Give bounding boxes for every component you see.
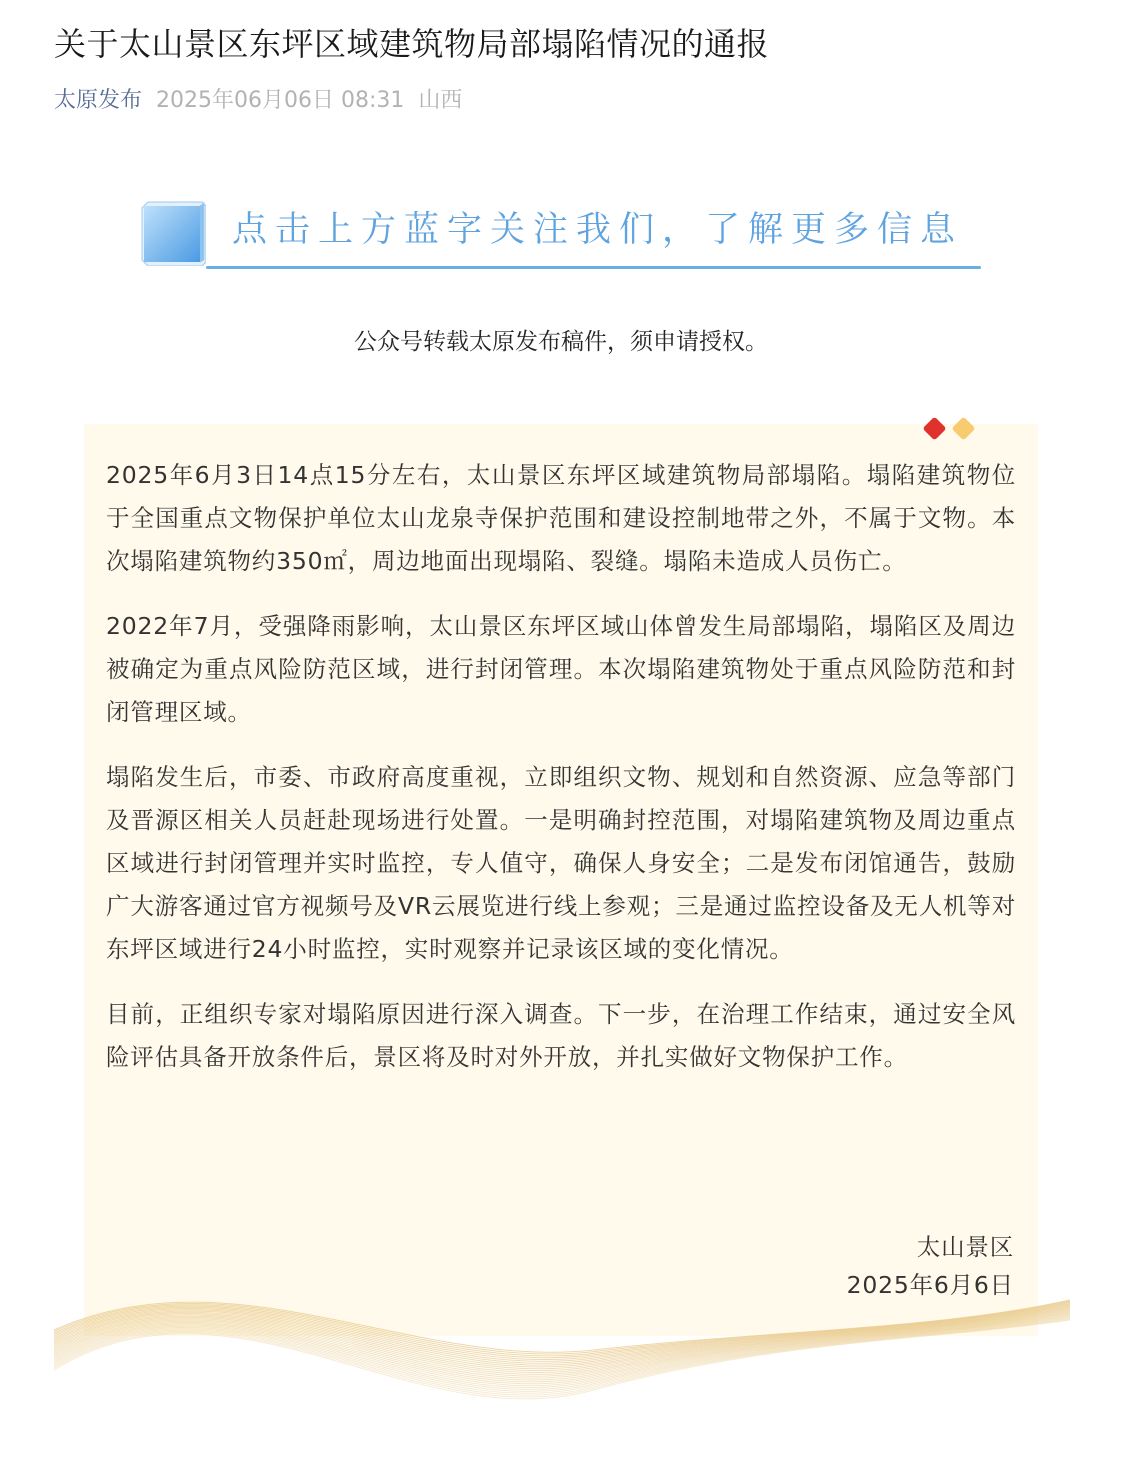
banner-underline (206, 266, 981, 269)
reprint-notice: 公众号转载太原发布稿件，须申请授权。 (354, 329, 768, 355)
account-name-link[interactable]: 太原发布 (54, 88, 143, 113)
cube-icon (140, 200, 206, 266)
publish-region: 山西 (418, 88, 463, 113)
article-meta (54, 84, 462, 118)
decorative-waves (54, 1270, 1070, 1450)
signature-org: 太山景区 (916, 1233, 1014, 1261)
signature-date: 2025年6月6日 (846, 1271, 1014, 1299)
article-title: 关于太山景区东坪区域建筑物局部塌陷情况的通报 (54, 25, 770, 63)
publish-date: 2025年06月06日 08:31 (156, 88, 405, 113)
paragraph-1: 2025年6月3日14点15分左右，太山景区东坪区域建筑物局部塌陷。塌陷建筑物位于全国重点文物保护单位太山龙泉寺保护范围和建设控制地带之外，不属于文物。本次塌陷建筑物约350㎡，周边地面出现塌陷、裂缝。塌陷未造成人员伤亡。 (106, 461, 1016, 575)
follow-banner (140, 196, 982, 274)
paragraph-2: 2022年7月，受强降雨影响，太山景区东坪区域山体曾发生局部塌陷，塌陷区及周边被确定为重点风险防范区域，进行封闭管理。本次塌陷建筑物处于重点风险防范和封闭管理区域。 (106, 612, 1016, 726)
red-diamond-icon (922, 416, 946, 440)
announcement-body (106, 454, 1016, 1101)
paragraph-3: 塌陷发生后，市委、市政府高度重视，立即组织文物、规划和自然资源、应急等部门及晋源区相关人员赶赴现场进行处置。一是明确封控范围，对塌陷建筑物及周边重点区域进行封闭管理并实时监控，专人值守，确保人身安全；二是发布闭馆通告，鼓励广大游客通过官方视频号及VR云展览进行线上参观；三是通过监控设备及无人机等对东坪区域进行24小时监控，实时观察并记录该区域的变化情况。 (106, 763, 1016, 963)
announcement-card (84, 424, 1038, 1336)
follow-slogan: 点击上方蓝字关注我们，了解更多信息 (232, 210, 964, 250)
paragraph-4: 目前，正组织专家对塌陷原因进行深入调查。下一步，在治理工作结束，通过安全风险评估具备开放条件后，景区将及时对外开放，并扎实做好文物保护工作。 (106, 1000, 1016, 1071)
gold-diamond-icon (951, 416, 975, 440)
decorative-dots (922, 416, 982, 442)
